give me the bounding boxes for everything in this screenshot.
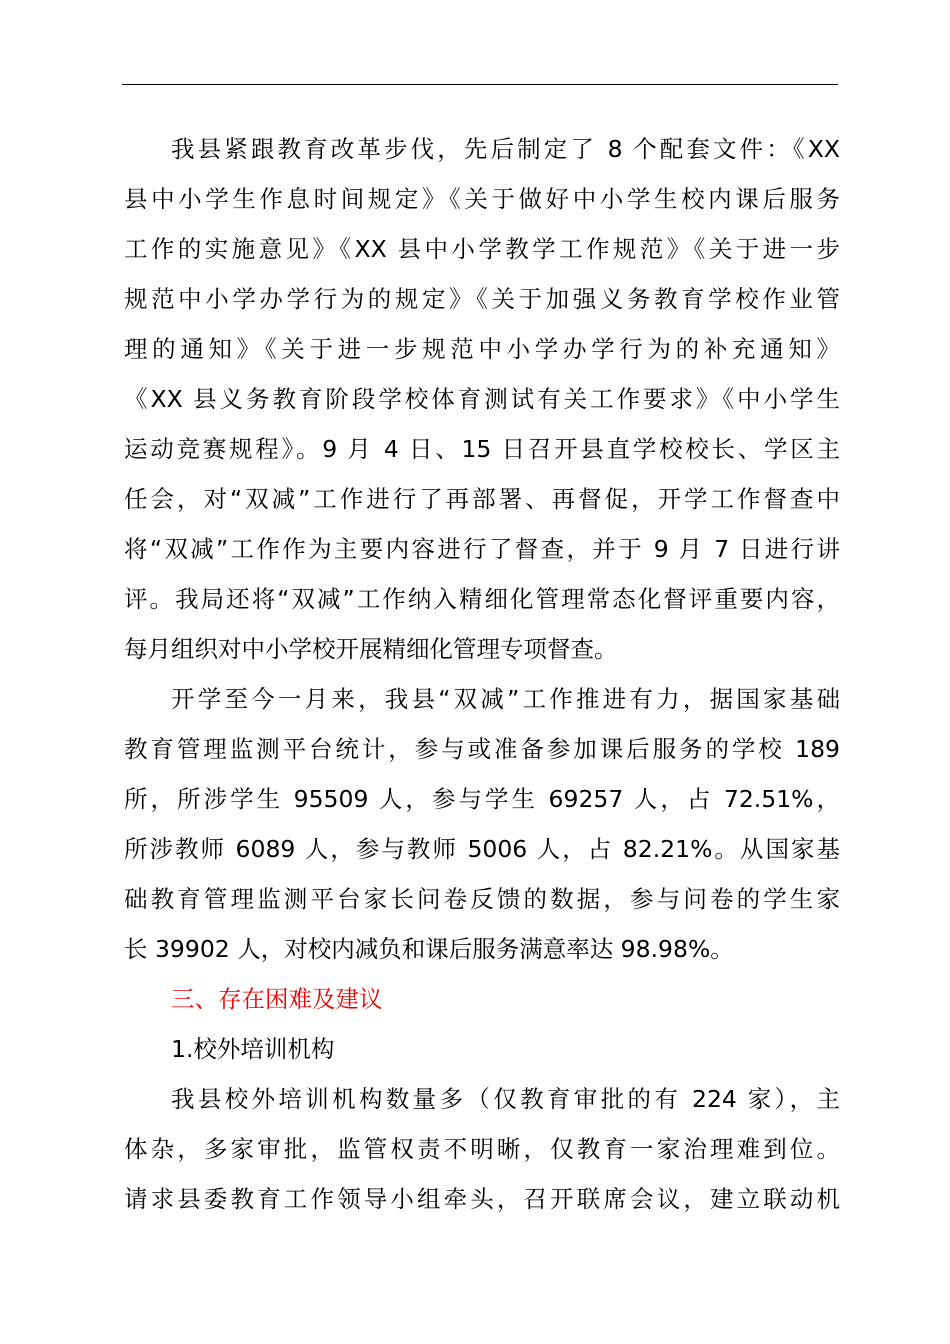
text-line: 础教育管理监测平台家长问卷反馈的数据，参与问卷的学生家 (124, 885, 840, 913)
text-line: 运动竞赛规程》。9 月 4 日、15 日召开县直学校校长、学区主 (124, 435, 840, 463)
text-line: 将“双减”工作作为主要内容进行了督查，并于 9 月 7 日进行讲 (124, 535, 840, 563)
paragraph-policy-documents (124, 124, 840, 674)
text-line: 教育管理监测平台统计，参与或准备参加课后服务的学校 189 (124, 735, 840, 763)
header-rule (122, 84, 838, 85)
text-line: 我县校外培训机构数量多（仅教育审批的有 224 家），主 (171, 1085, 840, 1113)
text-line: 县中小学生作息时间规定》《关于做好中小学生校内课后服务 (124, 185, 840, 213)
text-line: 任会，对“双减”工作进行了再部署、再督促，开学工作督查中 (124, 485, 840, 513)
text-line: 请求县委教育工作领导小组牵头，召开联席会议，建立联动机 (124, 1185, 840, 1213)
paragraph-statistics (124, 674, 840, 974)
text-line: 评。我局还将“双减”工作纳入精细化管理常态化督评重要内容， (124, 585, 840, 613)
text-line: 体杂，多家审批，监管权责不明晰，仅教育一家治理难到位。 (124, 1135, 840, 1163)
text-line: 开学至今一月来，我县“双减”工作推进有力，据国家基础 (171, 685, 840, 713)
text-line: 工作的实施意见》《XX 县中小学教学工作规范》《关于进一步 (124, 235, 840, 263)
text-line: 理的通知》《关于进一步规范中小学办学行为的补充通知》 (124, 335, 840, 363)
document-body (124, 124, 840, 1224)
text-line: 规范中小学办学行为的规定》《关于加强义务教育学校作业管 (124, 285, 840, 313)
subsection-heading: 1.校外培训机构 (171, 1035, 335, 1063)
paragraph-training-institutions (124, 1074, 840, 1224)
text-line: 所，所涉学生 95509 人，参与学生 69257 人，占 72.51%， (124, 785, 840, 813)
text-line: 每月组织对中小学校开展精细化管理专项督查。 (124, 635, 618, 663)
text-line: 《XX 县义务教育阶段学校体育测试有关工作要求》《中小学生 (124, 385, 840, 413)
text-line: 长 39902 人，对校内减负和课后服务满意率达 98.98%。 (124, 935, 734, 963)
text-line: 所涉教师 6089 人，参与教师 5006 人，占 82.21%。从国家基 (124, 835, 840, 863)
section-heading: 三、存在困难及建议 (171, 985, 383, 1013)
text-line: 我县紧跟教育改革步伐，先后制定了 8 个配套文件：《XX (171, 135, 840, 163)
